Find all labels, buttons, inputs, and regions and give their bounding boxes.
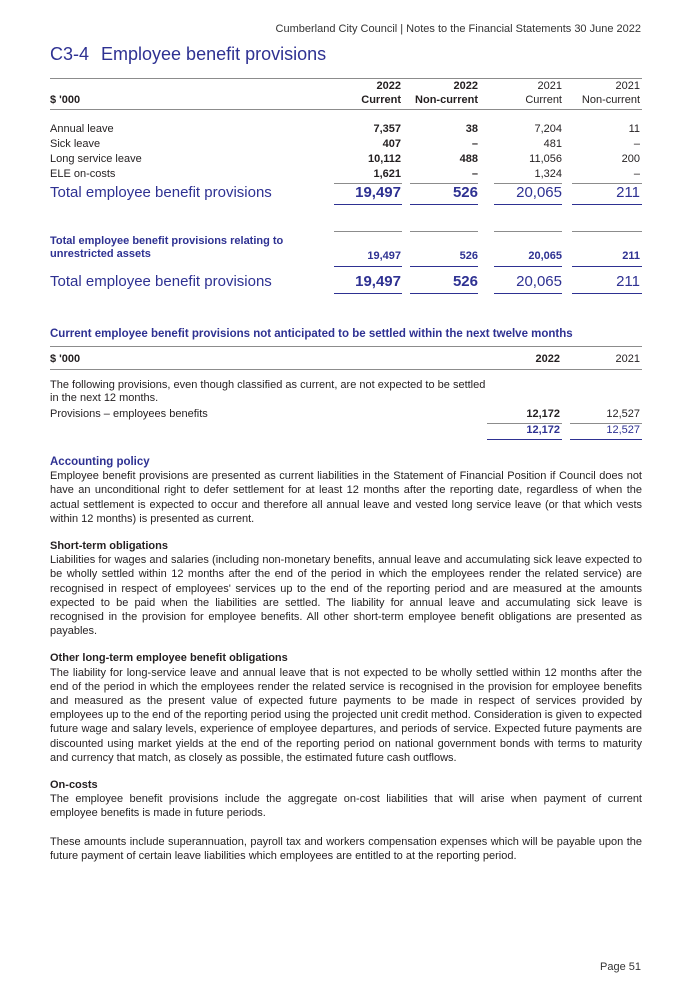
cell: 20,065 <box>528 250 562 262</box>
cell: 11 <box>628 123 640 135</box>
total-cell: 20,065 <box>516 273 562 290</box>
row-label: Annual leave <box>50 123 114 135</box>
total-cell: 12,527 <box>606 424 640 436</box>
unit-label: $ '000 <box>50 353 81 365</box>
cell: 407 <box>382 138 401 150</box>
row-label: ELE on-costs <box>50 168 116 180</box>
policy-intro: Employee benefit provisions are presented as current liabilities in the Statement of Financial Position if Council does not have an unconditional right to defer settlement for at least 12 months after the reporting date, regardless of when the actual settlement is expected to occur and therefore all annual leave and vested long service leave (or that which vests within 12 months) is presented as current. <box>50 470 642 525</box>
total-label: Total employee benefit provisions <box>50 184 272 201</box>
col-year: 2021 <box>615 353 640 365</box>
cell: 12,527 <box>606 408 640 420</box>
col-year: 2022 <box>535 353 560 365</box>
total-row <box>50 273 642 295</box>
not-settled-note-1: The following provisions, even though classified as current, are not expected to be settled <box>50 379 486 391</box>
cell: 7,357 <box>373 123 401 135</box>
cell: 12,172 <box>526 408 560 420</box>
table-row <box>50 408 642 423</box>
unrestricted-row <box>50 235 642 267</box>
table-row <box>50 153 642 168</box>
not-settled-table <box>50 346 642 436</box>
table-header <box>50 353 642 368</box>
cell: 1,621 <box>373 168 401 180</box>
col-type: Current <box>525 94 562 106</box>
total-cell: 526 <box>452 184 478 201</box>
not-settled-heading: Current employee benefit provisions not anticipated to be settled within the next twelve months <box>50 328 573 340</box>
not-settled-note-2: in the next 12 months. <box>50 392 159 404</box>
col-year: 2021 <box>537 80 562 92</box>
col-year: 2022 <box>376 80 401 92</box>
cell: 526 <box>459 250 478 262</box>
page-header: Cumberland City Council | Notes to the Financial Statements 30 June 2022 <box>275 23 641 35</box>
total-cell: 526 <box>452 273 478 290</box>
row-label: Provisions – employees benefits <box>50 408 208 420</box>
cell: – <box>633 138 640 150</box>
cell: 7,204 <box>534 123 562 135</box>
cell: 488 <box>459 153 478 165</box>
col-year: 2022 <box>453 80 478 92</box>
table-row <box>50 138 642 153</box>
cell: 38 <box>465 123 478 135</box>
total-label: Total employee benefit provisions <box>50 273 272 290</box>
cell: – <box>633 168 640 180</box>
unit-label: $ '000 <box>50 94 81 106</box>
policy-heading: Accounting policy <box>50 456 150 468</box>
cell: 481 <box>543 138 562 150</box>
cell: 10,112 <box>367 153 401 165</box>
total-cell: 211 <box>616 273 640 290</box>
section-title-text: Employee benefit provisions <box>101 44 327 64</box>
cell: – <box>471 168 478 180</box>
total-row <box>50 424 642 439</box>
cell: 1,324 <box>534 168 562 180</box>
provisions-table <box>50 80 642 290</box>
total-cell: 20,065 <box>516 184 562 201</box>
total-cell: 211 <box>616 184 640 201</box>
col-type: Current <box>361 94 401 106</box>
col-type: Non-current <box>415 94 478 106</box>
unrestricted-label-1: Total employee benefit provisions relating to <box>50 235 284 247</box>
cell: 211 <box>622 250 640 262</box>
short-term-heading: Short-term obligations <box>50 540 168 553</box>
unrestricted-label-2: unrestricted assets <box>50 248 151 260</box>
table-row <box>50 123 642 138</box>
table-row <box>50 168 642 183</box>
long-term-text: The liability for long-service leave and annual leave that is not expected to be wholly settled within 12 months after the end of the period in which the employees render the related service is recognised in the provision for employee benefits and measured as the present value of expected future payments to be made in respect of services provided by employees up to the end of the reporting period using the projected unit credit method. Consideration is given to expected future wage and salary levels, experience of employee departures, and periods of service. Expected future payments are discounted using market yields at the end of the reporting period on national government bonds with terms to maturity and currency that match, as closely as possible, the estimated future cash outflows. <box>50 666 642 764</box>
oncosts-heading: On-costs <box>50 779 98 792</box>
total-cell: 12,172 <box>526 424 560 436</box>
col-type: Non-current <box>581 94 640 106</box>
cell: 19,497 <box>367 250 401 262</box>
section-code: C3-4 <box>50 44 90 64</box>
cell: – <box>471 138 478 150</box>
row-label: Sick leave <box>50 138 101 150</box>
oncosts-text: The employee benefit provisions include the aggregate on-cost liabilities that will arise when payment of current employee benefits is made in future periods. <box>50 793 642 820</box>
page-number: Page 51 <box>600 961 641 973</box>
oncosts-text: These amounts include superannuation, payroll tax and workers compensation expenses which will be payable upon the future payment of certain leave liabilities which employees are entitled to at the reporting period. <box>50 835 642 862</box>
row-label: Long service leave <box>50 153 142 165</box>
table-header-years <box>50 80 642 94</box>
short-term-text: Liabilities for wages and salaries (including non-monetary benefits, annual leave and accumulating sick leave expected to be wholly settled within 12 months after the end of the period in which the employees render the related service) are recognised in respect of employees' services up to the end of the reporting period and are measured at the amounts expected to be paid when the liabilities are settled. The liability for annual leave and accumulating sick leave is recognised in the provision for employee benefits. All other short-term employee benefit obligations are presented as payables. <box>50 554 642 638</box>
total-cell: 19,497 <box>355 184 401 201</box>
cell: 11,056 <box>529 153 562 165</box>
long-term-heading: Other long-term employee benefit obligations <box>50 652 288 665</box>
cell: 200 <box>621 153 640 165</box>
col-year: 2021 <box>615 80 640 92</box>
section-title <box>50 44 326 65</box>
accounting-policy <box>50 455 642 863</box>
total-cell: 19,497 <box>355 273 401 290</box>
